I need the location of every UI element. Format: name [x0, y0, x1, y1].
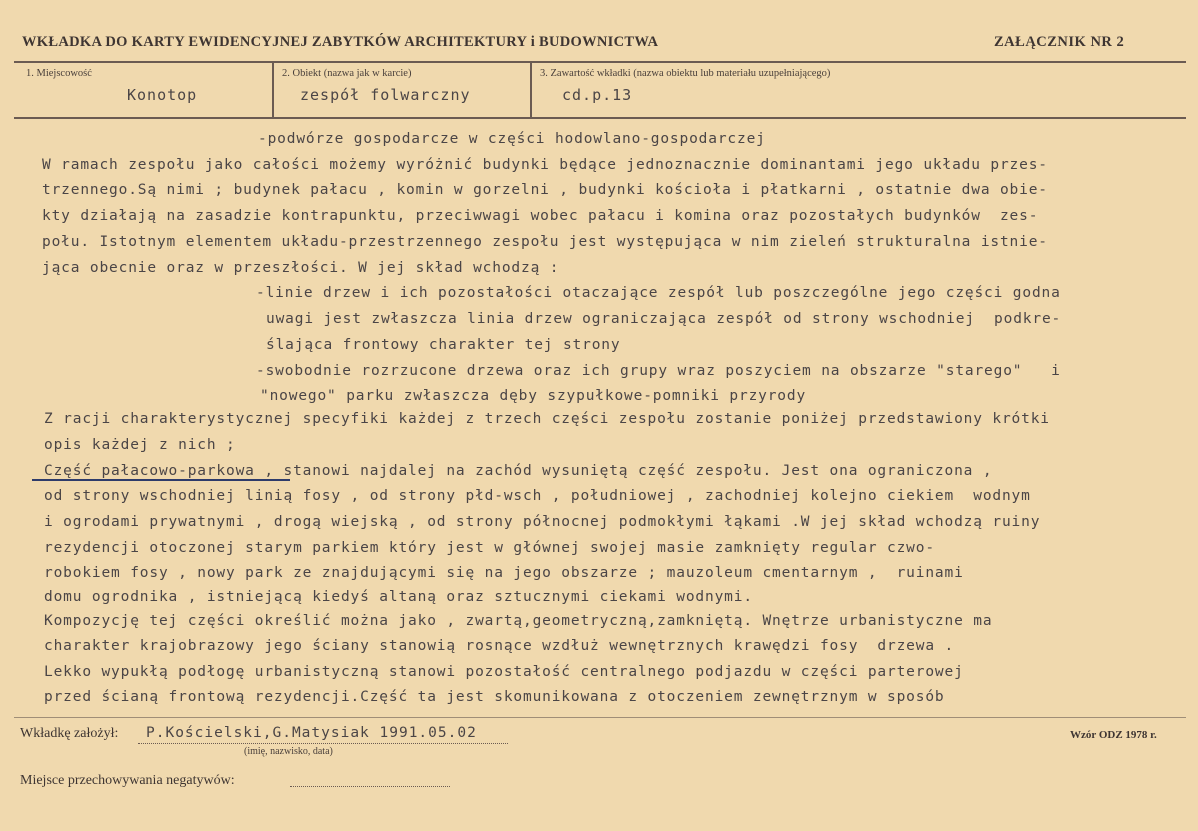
footer-top-rule	[14, 717, 1186, 718]
text-line: charakter krajobrazowy jego ściany stanowią rosnące wzdłuż wewnętrznych krawędzi fosy drzewa .	[44, 638, 955, 654]
text-line: kty działają na zasadzie kontrapunktu, przeciwwagi wobec pałacu i komina oraz pozostałych budynków zes-	[42, 208, 1039, 224]
annex-number: ZAŁĄCZNIK NR 2	[994, 34, 1125, 50]
fields-bottom-rule	[14, 117, 1186, 119]
form-title: WKŁADKA DO KARTY EWIDENCYJNEJ ZABYTKÓW ARCHITEKTURY i BUDOWNICTWA	[22, 34, 659, 50]
text-line: ślająca frontowy charakter tej strony	[266, 337, 621, 353]
text-line: przed ścianą frontową rezydencji.Część ta jest skomunikowana z otoczeniem zewnętrznym w sposób	[44, 689, 945, 705]
locality-label: 1. Miejscowość	[26, 68, 92, 79]
text-line: Część pałacowo-parkowa , stanowi najdalej na zachód wysuniętą część zespołu. Jest ona ograniczona ,	[44, 463, 993, 479]
text-line: "nowego" parku zwłaszcza dęby szypułkowe-pomniki przyrody	[260, 388, 807, 404]
text-line: połu. Istotnym elementem układu-przestrzennego zespołu jest występująca w nim zieleń strukturalna istnie-	[42, 234, 1048, 250]
text-line: Z racji charakterystycznej specyfiki każdej z trzech części zespołu zostanie poniżej przedstawiony krótki	[44, 411, 1050, 427]
negatives-label: Miejsce przechowywania negatywów:	[20, 773, 235, 788]
field-divider-1	[272, 62, 274, 117]
text-line: -swobodnie rozrzucone drzewa oraz ich grupy wraz poszyciem na obszarze "starego" i	[256, 363, 1061, 379]
text-line: domu ogrodnika , istniejącą kiedyś altaną oraz sztucznymi ciekami wodnymi.	[44, 589, 753, 605]
founded-value: P.Kościelski,G.Matysiak 1991.05.02	[146, 725, 477, 741]
founded-hint: (imię, nazwisko, data)	[244, 746, 333, 757]
content-label: 3. Zawartość wkładki (nazwa obiektu lub materiału uzupełniającego)	[540, 68, 831, 79]
text-line: uwagi jest zwłaszcza linia drzew ograniczająca zespół od strony wschodniej podkre-	[266, 311, 1062, 327]
text-line: opis każdej z nich ;	[44, 437, 236, 453]
text-line: rezydencji otoczonej starym parkiem który jest w głównej swojej masie zamknięty regular czwo-	[44, 540, 935, 556]
founded-dotted-line	[138, 743, 508, 744]
text-line: trzennego.Są nimi ; budynek pałacu , komin w gorzelni , budynki kościoła i płatkarni , ostatnie dwa obie-	[42, 182, 1048, 198]
content-value: cd.p.13	[562, 86, 633, 104]
locality-value: Konotop	[127, 86, 198, 104]
founded-label: Wkładkę założył:	[20, 726, 119, 741]
text-line: i ogrodami prywatnymi , drogą wiejską , od strony północnej podmokłymi łąkami .W jej skład wchodzą ruiny	[44, 514, 1041, 530]
object-label: 2. Obiekt (nazwa jak w karcie)	[282, 68, 412, 79]
text-line: -podwórze gospodarcze w części hodowlano-gospodarczej	[258, 131, 766, 147]
text-line: robokiem fosy , nowy park ze znajdującymi się na jego obszarze ; mauzoleum cmentarnym , ruinami	[44, 565, 964, 581]
pattern-note: Wzór ODZ 1978 r.	[1070, 729, 1157, 741]
field-divider-2	[530, 62, 532, 117]
object-value: zespół folwarczny	[300, 86, 471, 104]
text-line: -linie drzew i ich pozostałości otaczające zespół lub poszczególne jego części godna	[256, 285, 1061, 301]
header-top-rule	[14, 61, 1186, 63]
text-line: W ramach zespołu jako całości możemy wyróżnić budynki będące jednoznacznie dominantami jego układu przes-	[42, 157, 1048, 173]
section-heading-underline	[32, 479, 290, 481]
text-line: Lekko wypukłą podłogę urbanistyczną stanowi pozostałość centralnego podjazdu w części parterowej	[44, 664, 964, 680]
text-line: Kompozycję tej części określić można jako , zwartą,geometryczną,zamkniętą. Wnętrze urbanistyczne ma	[44, 613, 993, 629]
text-line: od strony wschodniej linią fosy , od strony płd-wsch , południowej , zachodniej kolejno ciekiem wodnym	[44, 488, 1031, 504]
negatives-dotted-line	[290, 786, 450, 787]
text-line: jąca obecnie oraz w przeszłości. W jej skład wchodzą :	[42, 260, 560, 276]
